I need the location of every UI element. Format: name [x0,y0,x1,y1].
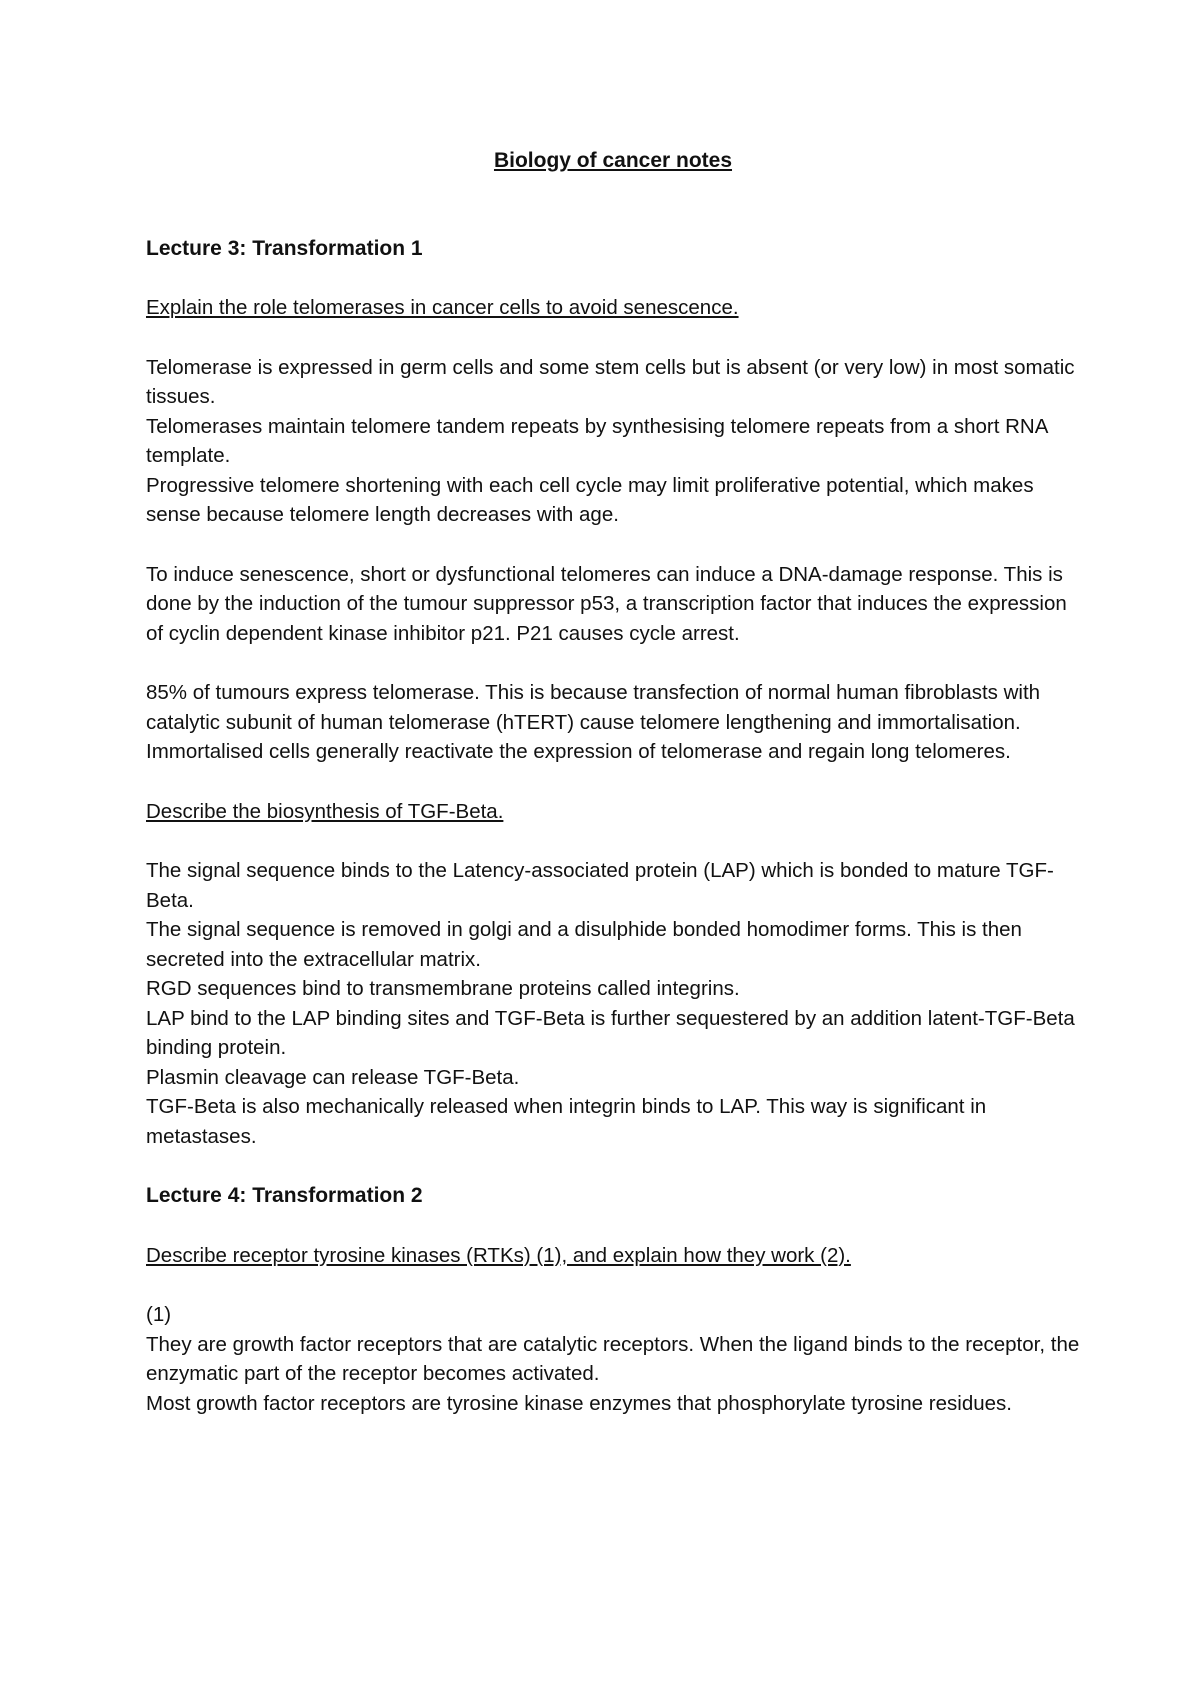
part-label: (1) [146,1303,172,1326]
tgf-beta-paragraph [146,856,1080,1151]
text-line: Plasmin cleavage can release TGF-Beta. [146,1065,520,1089]
question-rtks: Describe receptor tyrosine kinases (RTKs) (1), and explain how they work (2). [146,1243,851,1267]
text-line: Telomerases maintain telomere tandem repeats by synthesising telomere repeats from a short RNA template. [146,414,1048,467]
text-line: Most growth factor receptors are tyrosine kinase enzymes that phosphorylate tyrosine residues. [146,1391,1012,1415]
rtk-paragraph [146,1300,1080,1418]
text-line: The signal sequence is removed in golgi and a disulphide bonded homodimer forms. This is then secreted into the extracellular matrix. [146,918,1022,971]
question-telomerases: Explain the role telomerases in cancer cells to avoid senescence. [146,296,739,319]
telomerase-paragraph-1 [146,353,1080,530]
text-line: TGF-Beta is also mechanically released when integrin binds to LAP. This way is significant in metastases. [146,1095,987,1148]
telomerase-paragraph-3: 85% of tumours express telomerase. This is because transfection of normal human fibroblasts with catalytic subunit of human telomerase (hTERT) cause telomere lengthening and immortalisation. Immortalised cells generally reactivate the expression of telomerase and regain long telomeres. [146,681,1041,763]
text-line: Telomerase is expressed in germ cells and some stem cells but is absent (or very low) in most somatic tissues. [146,355,1075,408]
text-line: They are growth factor receptors that are catalytic receptors. When the ligand binds to the receptor, the enzymatic part of the receptor becomes activated. [146,1332,1080,1385]
document-title: Biology of cancer notes [493,149,733,172]
lecture-4-heading: Lecture 4: Transformation 2 [146,1184,423,1207]
telomerase-paragraph-2: To induce senescence, short or dysfunctional telomeres can induce a DNA-damage response. This is done by the induction of the tumour suppressor p53, a transcription factor that induces the expression of cyclin dependent kinase inhibitor p21. P21 causes cycle arrest. [146,562,1067,645]
lecture-3-heading: Lecture 3: Transformation 1 [146,236,423,260]
text-line: Progressive telomere shortening with each cell cycle may limit proliferative potential, which makes sense because telomere length decreases with age. [146,473,1034,526]
text-line: The signal sequence binds to the Latency-associated protein (LAP) which is bonded to mature TGF-Beta. [146,859,1054,912]
text-line: LAP bind to the LAP binding sites and TGF-Beta is further sequestered by an addition latent-TGF-Beta binding protein. [146,1006,1075,1059]
question-tgf-beta: Describe the biosynthesis of TGF-Beta. [146,799,504,823]
text-line: RGD sequences bind to transmembrane proteins called integrins. [146,977,740,1000]
